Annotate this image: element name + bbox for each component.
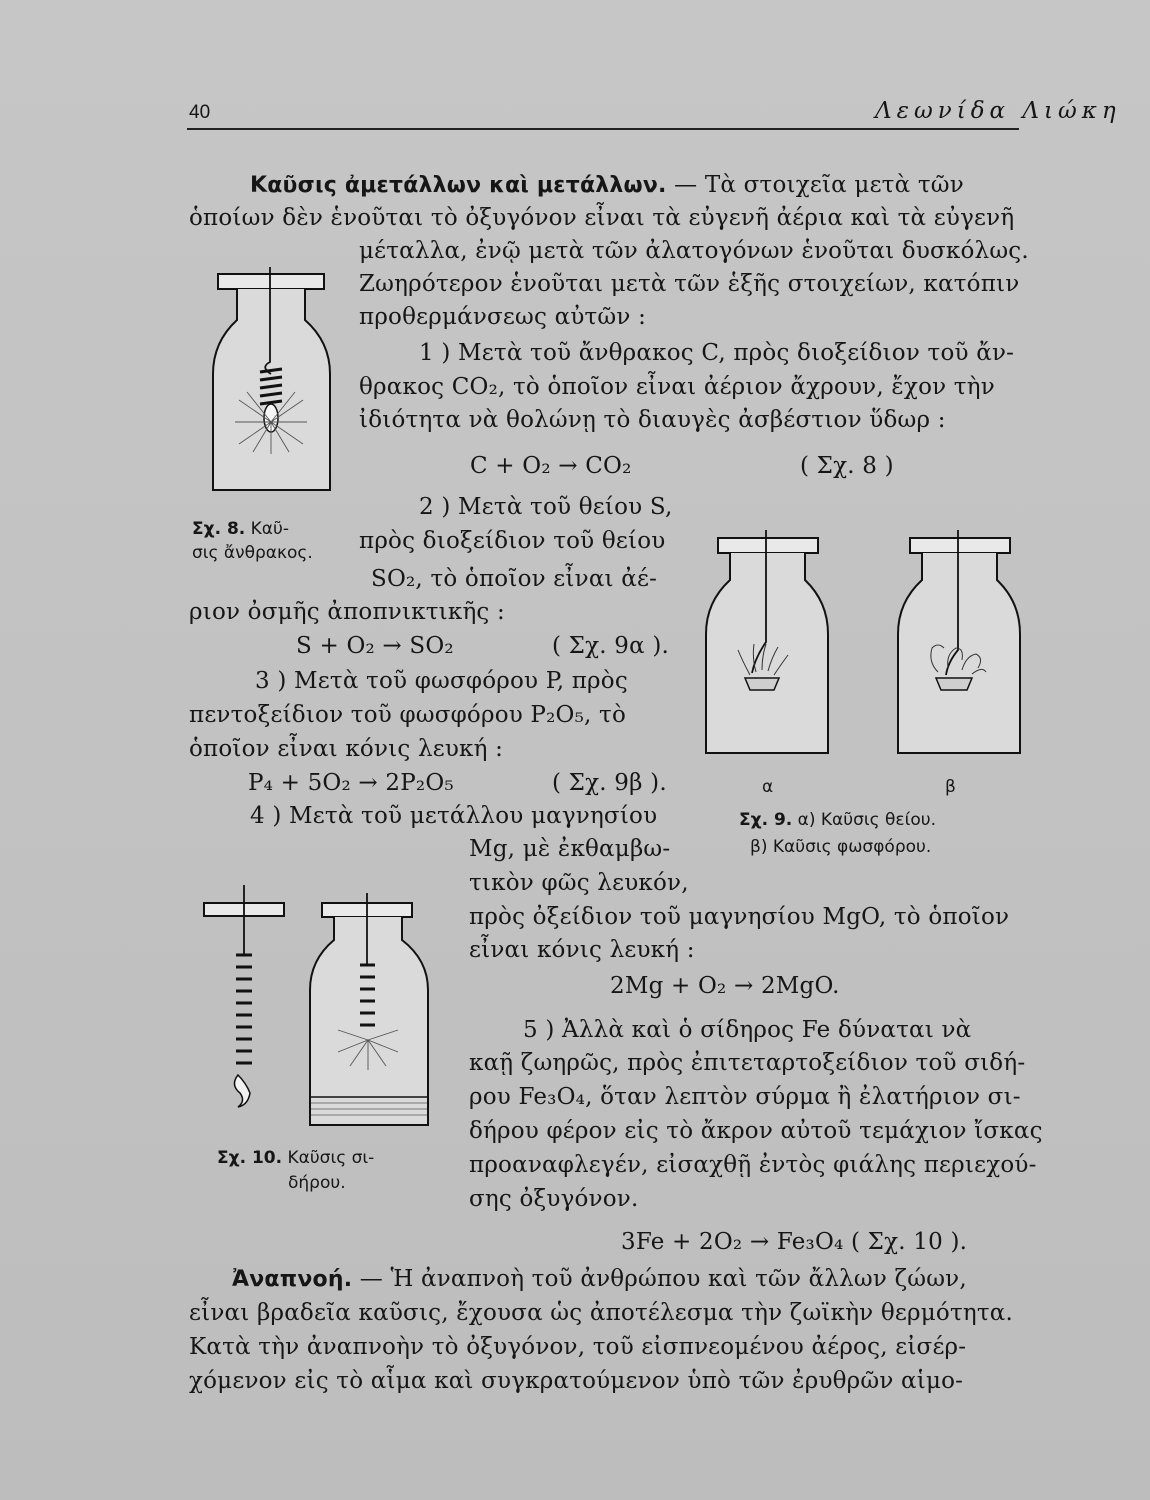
text-line: δήρου φέρον εἰς τὸ ἄκρον αὐτοῦ τεμάχιον ἴσκας xyxy=(469,1118,1043,1144)
figure-9-caption xyxy=(739,809,936,832)
equation-phosphorus: P₄ + 5O₂ → 2P₂O₅ xyxy=(248,770,454,796)
section-heading: Καῦσις ἀμετάλλων καὶ μετάλλων. xyxy=(250,173,667,198)
equation-ref: ( Σχ. 8 ) xyxy=(800,453,894,479)
text-line: Κατὰ τὴν ἀναπνοὴν τὸ ὀξυγόνον, τοῦ εἰσπνεομένου ἀέρος, εἰσέρ- xyxy=(189,1334,967,1360)
iron-wire-spring xyxy=(204,885,284,1107)
figure-9-label: Σχ. 9. xyxy=(739,810,793,830)
text-line: — Ἡ ἀναπνοὴ τοῦ ἀνθρώπου καὶ τῶν ἄλλων ζώων, xyxy=(352,1266,967,1292)
equation-iron: 3Fe + 2O₂ → Fe₃O₄ ( Σχ. 10 ). xyxy=(621,1229,968,1255)
figure-9-bottles xyxy=(700,530,1030,765)
text-line: ριον ὀσμῆς ἀποπνικτικῆς : xyxy=(189,599,505,625)
iron-bottle xyxy=(310,893,428,1125)
running-header-author: Λεωνίδα Λιώκη xyxy=(875,98,1121,124)
caption-text: δήρου. xyxy=(288,1173,346,1193)
text-line: τικὸν φῶς λευκόν, xyxy=(469,870,689,896)
text-line: 2 ) Μετὰ τοῦ θείου S, xyxy=(419,494,673,520)
text-line: πεντοξείδιον τοῦ φωσφόρου P₂O₅, τὸ xyxy=(189,702,626,728)
text-line: ὁποῖον εἶναι κόνις λευκή : xyxy=(189,736,504,762)
text-line: πρὸς διοξείδιον τοῦ θείου xyxy=(359,528,666,554)
text-line: ὁποίων δὲν ἑνοῦται τὸ ὀξυγόνον εἶναι τὰ εὐγενῆ ἀέρια καὶ τὰ εὐγενῆ xyxy=(189,205,1015,231)
text-line: ρου Fe₃O₄, ὅταν λεπτὸν σύρμα ἢ ἐλατήριον σι- xyxy=(469,1084,1021,1110)
text-line: Mg, μὲ ἐκθαμβω- xyxy=(469,836,671,862)
page-number: 40 xyxy=(189,102,211,123)
glass-bottle xyxy=(213,289,330,490)
figure-10-label: Σχ. 10. xyxy=(217,1148,283,1168)
text-line: εἶναι βραδεῖα καῦσις, ἔχουσα ὡς ἀποτέλεσμα τὴν ζωϊκὴν θερμότητα. xyxy=(189,1300,1014,1326)
bottle-stopper xyxy=(218,274,324,289)
text-line: σης ὀξυγόνον. xyxy=(469,1186,639,1212)
section-heading-respiration: Ἀναπνοή. xyxy=(232,1267,353,1292)
text-line: μέταλλα, ἐνῷ μετὰ τῶν ἀλατογόνων ἑνοῦται δυσκόλως. xyxy=(359,238,1029,264)
caption-text: σις ἄνθρακος. xyxy=(192,543,313,563)
equation-magnesium: 2Mg + O₂ → 2MgO. xyxy=(610,973,840,999)
text-line: Ζωηρότερον ἑνοῦται μετὰ τῶν ἑξῆς στοιχείων, κατόπιν xyxy=(359,271,1020,297)
text-line: SO₂, τὸ ὁποῖον εἶναι ἀέ- xyxy=(371,566,658,592)
text-line: ἰδιότητα νὰ θολώνῃ τὸ διαυγὲς ἀσβέστιον ὕδωρ : xyxy=(359,407,946,433)
text-line: 5 ) Ἀλλὰ καὶ ὁ σίδηρος Fe δύναται νὰ xyxy=(523,1017,972,1043)
caption-text: Καῦ- xyxy=(250,519,289,539)
figure-8-carbon-bottle xyxy=(205,262,340,497)
header-rule xyxy=(187,128,1019,130)
figure-8-caption xyxy=(192,518,289,541)
section-heading-line xyxy=(232,1263,967,1296)
text-line: 4 ) Μετὰ τοῦ μετάλλου μαγνησίου xyxy=(250,803,658,829)
caption-text: Καῦσις σι- xyxy=(287,1148,375,1168)
equation-sulfur: S + O₂ → SO₂ xyxy=(296,633,454,659)
text-line: — Τὰ στοιχεῖα μετὰ τῶν xyxy=(666,172,964,198)
figure-9-label-beta: β xyxy=(945,777,956,797)
section-heading-line xyxy=(250,169,964,202)
text-line: χόμενον εἰς τὸ αἷμα καὶ συγκρατούμενον ὑπὸ τῶν ἐρυθρῶν αἱμο- xyxy=(189,1368,964,1394)
equation-carbon: C + O₂ → CO₂ xyxy=(470,453,632,479)
figure-10-caption xyxy=(217,1147,374,1170)
text-line: καῇ ζωηρῶς, πρὸς ἐπιτεταρτοξείδιον τοῦ σιδή- xyxy=(469,1050,1026,1076)
text-line: πρὸς ὀξείδιον τοῦ μαγνησίου MgO, τὸ ὁποῖον xyxy=(469,904,1010,930)
caption-text: α) Καῦσις θείου. xyxy=(797,810,936,830)
figure-8-label: Σχ. 8. xyxy=(192,519,246,539)
equation-ref: ( Σχ. 9β ). xyxy=(552,770,667,796)
equation-ref: ( Σχ. 9α ). xyxy=(552,633,670,659)
text-line: θρακος CO₂, τὸ ὁποῖον εἶναι ἀέριον ἄχρουν, ἔχον τὴν xyxy=(359,374,995,400)
text-line: προθερμάνσεως αὐτῶν : xyxy=(359,304,647,330)
text-line: προαναφλεγέν, εἰσαχθῇ ἐντὸς φιάλης περιεχού- xyxy=(469,1152,1037,1178)
text-line: 3 ) Μετὰ τοῦ φωσφόρου P, πρὸς xyxy=(255,668,628,694)
figure-9-label-alpha: α xyxy=(762,777,774,797)
figure-10-iron-apparatus xyxy=(200,885,440,1145)
text-line: εἶναι κόνις λευκή : xyxy=(469,937,695,963)
caption-text: β) Καῦσις φωσφόρου. xyxy=(750,837,932,857)
bottle-alpha-sulfur xyxy=(706,530,828,753)
bottle-beta-phosphorus xyxy=(898,530,1020,753)
text-line: 1 ) Μετὰ τοῦ ἄνθρακος C, πρὸς διοξείδιον τοῦ ἄν- xyxy=(419,340,1015,366)
